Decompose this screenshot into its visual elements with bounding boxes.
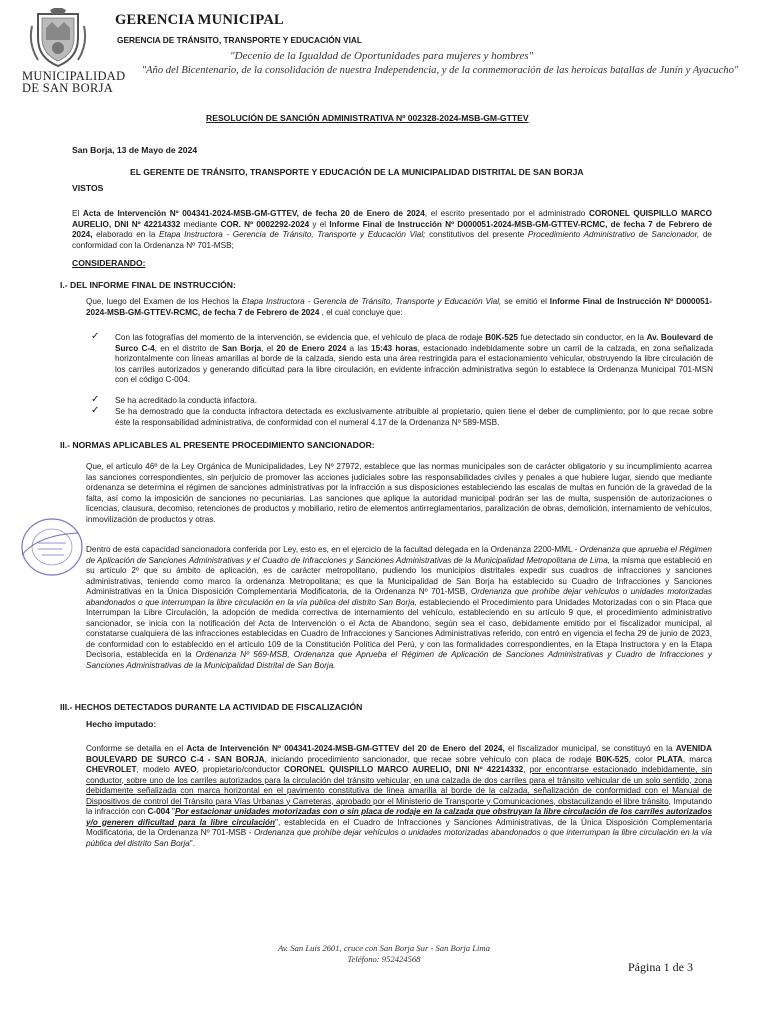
municipality-name: [22, 70, 132, 94]
text-run: ", establecida en el Cuadro de Infracciones y Sanciones Administrativas, de la Única Disposición Complementaria Modificatoria, de la Ordenanza Nº 701-MSB -: [86, 817, 712, 837]
municipality-name-line2: DE SAN BORJA: [22, 81, 114, 95]
document-title: RESOLUCIÓN DE SANCIÓN ADMINISTRATIVA Nº 002328-2024-MSB-GM-GTTEV: [206, 113, 529, 123]
text-run: , el escrito presentado por el administrado: [424, 209, 589, 218]
text-run: Procedimiento Administrativo de Sancionador,: [527, 230, 700, 239]
text-run: , marca: [682, 754, 712, 764]
issuer-heading: EL GERENTE DE TRÁNSITO, TRANSPORTE Y EDUCACIÓN DE LA MUNICIPALIDAD DISTRITAL DE SAN BORJA: [130, 167, 584, 177]
page-number: Página 1 de 3: [628, 960, 693, 974]
text-run: , modelo: [136, 765, 174, 774]
text-run: y el: [309, 219, 330, 229]
municipal-crest-logo: [28, 8, 88, 72]
conclusion-item-2: Se ha acreditado la conducta infactora.: [115, 396, 258, 405]
text-run: , estacionado indebidamente sobre un carril de la calzada, en zona señalizada horizontalmente con líneas amarillas al borde de la calzada, siendo esta una área restringida para el estacionamiento vehicular, obstruyendo la libre circulación de los carriles autorizados y generando dificultad para la libre circulación, en evidente infracción administrativa según lo establece la Ordenanza Municipal 701-MSN con el código C-004.: [115, 343, 714, 384]
text-run: PLATA: [656, 754, 683, 764]
text-run: Dentro de esta capacidad sancionadora conferida por Ley, esto es, en el ejercicio de la facultad delegada en la Ordenanza 2200-MML -: [86, 545, 580, 554]
conclusion-item-1: [115, 333, 713, 386]
considerando-heading: CONSIDERANDO:: [72, 258, 146, 268]
text-run: , el cual concluye que:: [319, 307, 403, 317]
check-icon: ✓: [91, 394, 100, 405]
section-3-paragraph: [86, 744, 712, 849]
footer-phone: Teléfono: 952424568: [347, 954, 421, 964]
text-run: , iniciando procedimiento sancionador, que recae sobre vehículo con placa de rodaje: [264, 754, 596, 764]
text-run: , propietario/conductor: [196, 765, 285, 774]
section-2-heading: II.- NORMAS APLICABLES AL PRESENTE PROCEDIMIENTO SANCIONADOR:: [60, 440, 375, 450]
text-run: Av. Boulevard de Surco C-4: [115, 333, 713, 353]
subgerencia-heading: GERENCIA DE TRÁNSITO, TRANSPORTE Y EDUCACIÓN VIAL: [117, 35, 362, 45]
text-run: ": [169, 807, 175, 816]
text-run: B0K-525: [485, 333, 518, 342]
anio-slogan: "Año del Bicentenario, de la consolidación de nuestra Independencia, y de la conmemoración de las heroicas batallas de Junín y Ayacucho": [141, 65, 739, 76]
text-run: , en el distrito de: [154, 343, 222, 353]
text-run: Acta de Intervención Nº 004341-2024-MSB-GM-GTTEV del 20 de Enero del 2024,: [186, 744, 505, 753]
text-run: , color: [628, 754, 657, 764]
text-run: Ordenanza Nº 569-MSB, Ordenanza que Aprueba el Régimen de Aplicación de Sanciones Administrativas y Cuadro de Infracciones y Sanciones Administrativas de la Municipalidad Distrital de San Borja.: [86, 650, 712, 670]
text-run: ,: [523, 765, 530, 774]
text-run: Etapa Instructora - Gerencia de Tránsito, Transporte y Educación Vial;: [159, 230, 426, 239]
text-run: fue detectado sin conductor, en la: [518, 333, 647, 342]
text-run: El: [72, 209, 83, 218]
check-icon: ✓: [91, 331, 100, 342]
text-run: AVEO: [173, 765, 197, 774]
text-run: 20 de Enero 2024: [276, 343, 347, 353]
text-run: de conformidad con la Ordenanza Nº 701-MSB;: [72, 230, 712, 250]
text-run: el fiscalizador municipal, se constituyó en la: [504, 744, 676, 753]
text-run: se emitió el: [501, 297, 550, 306]
text-run: COR. Nº 0002292-2024: [220, 219, 310, 229]
text-run: Ordenanza que prohíbe dejar vehículos o unidades motorizadas abandonados o que interrumpan la libre circulación en la vía pública del distrito San Borja: [86, 828, 712, 848]
section-2-paragraph-2: [86, 545, 712, 671]
text-run: B0K-525: [595, 754, 629, 764]
text-run: por encontrarse estacionado indebidamente, sin conductor, sobre uno de los carriles autorizados para la circulación del tránsito vehicular, en una calzada de dos carriles para el tránsito vehicular de un solo sentido, zona debidamente señalizada con marca horizontal en el pavimento constitutiva de línea amarilla al borde de la calzada, señalización de conformidad con el Manual de Dispositivos de control del Tránsito para Vías Urbanas y Carreteras, aprobado por el Ministerio de Transporte y Comunicaciones, obstaculizando el libre tránsito,: [86, 765, 713, 806]
text-run: Que, luego del Examen de los Hechos la: [86, 297, 242, 306]
text-run: CORONEL QUISPILLO MARCO AURELIO, DNI Nº 42214332: [72, 209, 713, 229]
text-run: ".: [189, 838, 195, 848]
text-run: Por estacionar unidades motorizadas con o sin placa de rodaje en la calzada que obstruyan la libre circulación de los carriles autorizados y/o generen dificultad para la libre circulación: [86, 807, 712, 827]
section-1-paragraph: [86, 297, 712, 318]
conclusion-item-3: Se ha demostrado que la conducta infractora detectada es exclusivamente atribuible al propietario, quien tiene el deber de cumplimiento; por lo que recae sobre éste la responsabilidad administrativa, de conformidad con el numeral 4.17 de la Ordenanza Nº 589-MSB.: [115, 407, 713, 427]
text-run: Conforme se detalla en el: [86, 744, 187, 753]
gerencia-heading: GERENCIA MUNICIPAL: [115, 12, 284, 28]
text-run: Acta de Intervención Nº 004341-2024-MSB-GM-GTTEV, de fecha 20 de Enero de 2024: [82, 209, 425, 218]
section-2-paragraph-1: Que, el artículo 46º de la Ley Orgánica de Municipalidades, Ley Nº 27972, establece que las normas municipales son de carácter obligatorio y su incumplimiento acarrea las sanciones correspondientes, sin perjuicio de promover las acciones judiciales sobre las responsabilidades civiles y penales a que hubiere lugar, siendo que mediante ordenanza se determina el régimen de sanciones administrativas por la infracción a sus disposiciones estableciendo las escalas de multas en función de la gravedad de la falta, así como la imposición de sanciones no pecuniarias. Las sanciones que aplique la autoridad municipal podrán ser las de multa, suspensión de autorizaciones o licencias, clausura, decomiso, retenciones de productos y mobiliario, retiro de elementos antirreglamentarios, paralización de obras, demolición, internamiento de vehículos, inmovilización de productos y otras.: [86, 462, 712, 524]
official-stamp: [18, 515, 86, 579]
text-run: elaborado en la: [92, 230, 160, 239]
text-run: 15:43 horas: [371, 343, 418, 353]
section-3-heading: III.- HECHOS DETECTADOS DURANTE LA ACTIVIDAD DE FISCALIZACIÓN: [60, 702, 363, 712]
hecho-imputado-heading: Hecho imputado:: [86, 719, 157, 729]
text-run: mediante: [180, 219, 221, 229]
text-run: , el: [261, 343, 277, 353]
document-date: San Borja, 13 de Mayo de 2024: [72, 145, 198, 155]
text-run: estableciendo el Procedimiento para Unidades Motorizadas con o sin Placa que Interrumpan la Libre Circulación, la adopción de medida correctiva de internamiento del vehículo, estableciendo en su artículo 9 que, el procedimiento administrativo sancionador, se inicia con la notificación del Acta de Intervención o el Acta de Abandono, según sea el caso, debidamente emitido por el fiscalizador municipal, al constatarse cualquiera de las infracciones establecidas en Cuadro de Infracciones y Sanciones Administrativas referido, con entró en vigencia el fecha 29 de junio de 2023, de conformidad con lo establecido en el artículo 109 de la Constitución Política del Perú, y con las formalidades correspondientes, en la Etapa Instructora y en la Etapa Decisoria, establecida en la: [86, 597, 712, 659]
text-run: Con las fotografías del momento de la intervención, se evidencia que, el vehículo de placa de rodaje: [115, 333, 486, 342]
vistos-heading: VISTOS: [72, 183, 104, 193]
decenio-slogan: "Decenio de la Igualdad de Oportunidades para mujeres y hombres": [230, 50, 534, 62]
vistos-paragraph: [72, 209, 712, 251]
text-run: Ordenanza que prohíbe dejar vehículos o unidades motorizadas abandonados o que interrumpan la libre circulación en la vía pública del distrito San Borja,: [86, 587, 712, 607]
text-run: Imputando la infracción con: [86, 796, 713, 816]
text-run: CORONEL QUISPILLO MARCO AURELIO, DNI Nº 42214332: [284, 765, 524, 774]
text-run: la misma que estableció en su artículo 2º que su ámbito de aplicación, es de carácter metropolitano, pudiendo los municipios distritales expedir sus cuadros de infracciones y sanciones administrativas, teniendo como marco la ordenanza Metropolitana; es que la Municipalidad de San Borja ha establecido su Cuadro de Infracciones y Sanciones Administrativas en la Única Disposición Complementaria Modificatoria, de la Ordenanza Nº 701-MSB,: [86, 555, 713, 596]
check-icon: ✓: [91, 405, 100, 416]
text-run: Etapa Instructora - Gerencia de Tránsito, Transporte y Educación Vial,: [241, 297, 502, 306]
text-run: AVENIDA BOULEVARD DE SURCO C-4 - SAN BORJA: [86, 744, 713, 764]
text-run: Informe Final de Instrucción Nº D000051-2024-MSB-GM-GTTEV-RCMC, de fecha 7 de Febrero de 2024: [86, 297, 712, 317]
text-run: San Borja: [221, 343, 262, 353]
text-run: constitutivos del presente: [425, 230, 528, 239]
text-run: a las: [346, 343, 372, 353]
municipality-name-line1: MUNICIPALIDAD: [22, 69, 126, 83]
text-run: C-004: [147, 807, 170, 816]
footer-address-line: Av. San Luis 2601, cruce con San Borja Sur - San Borja Lima: [278, 943, 490, 953]
text-run: CHEVROLET: [86, 765, 137, 774]
text-run: Informe Final de Instrucción Nº D000051-2024-MSB-GM-GTTEV-RCMC, de fecha 7 de Febrero de 2024,: [72, 219, 712, 239]
text-run: Ordenanza que aprueba el Régimen de Aplicación de Sanciones Administrativas y el Cuadro de Infracciones y Sanciones Administrativas de la Municipalidad Metropolitana de Lima,: [86, 545, 712, 565]
section-1-heading: I.- DEL INFORME FINAL DE INSTRUCCIÓN:: [60, 280, 236, 290]
